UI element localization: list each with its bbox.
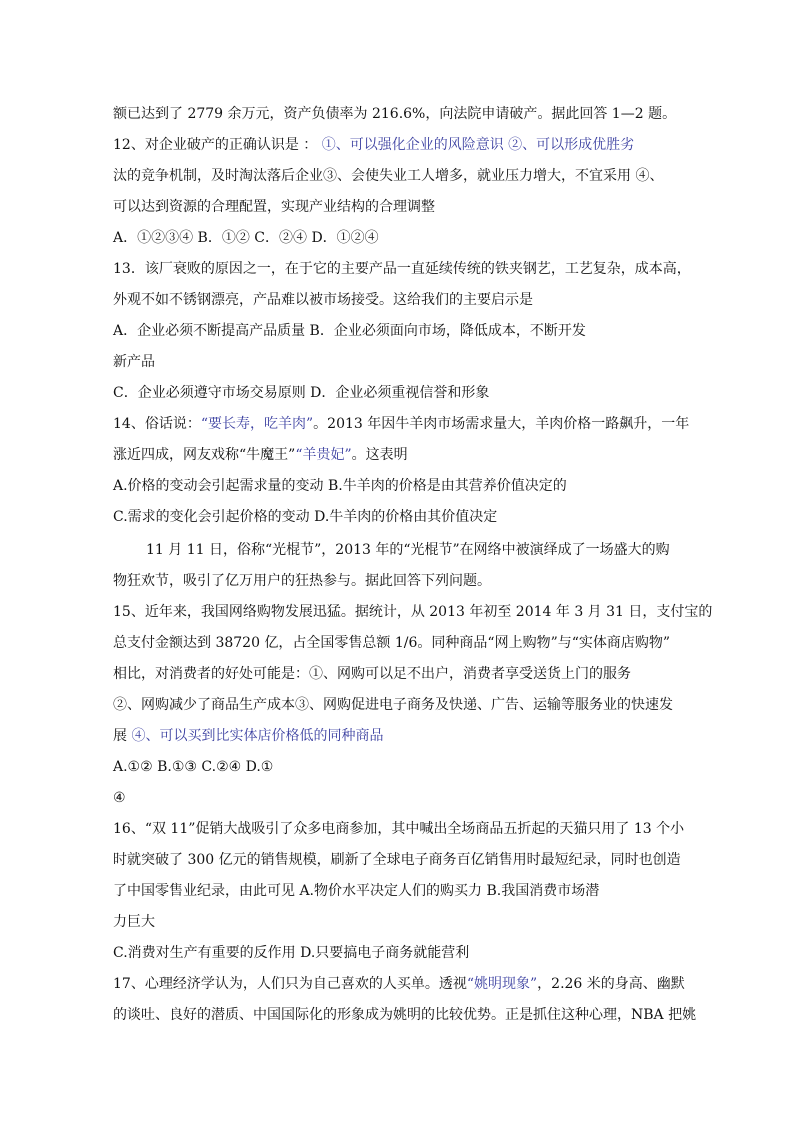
question-13-option-b-cont: 新产品 <box>113 354 155 370</box>
question-17-line-2: 的谈吐、良好的潜质、中国国际化的形象成为姚明的比较优势。正是抓住这种心理，NBA 把姚 <box>113 1007 697 1023</box>
question-16-line-3: 了中国零售业纪录，由此可见 A.物价水平决定人们的购买力 B.我国消费市场潜 <box>113 883 600 899</box>
question-14-options-ab: A.价格的变动会引起需求量的变动 B.牛羊肉的价格是由其营养价值决定的 <box>113 478 567 494</box>
question-16: 16、“双 11”促销大战吸引了众多电商参加，其中喊出全场商品五折起的天猫只用了 13 个小 <box>113 821 685 837</box>
question-13-line-2: 外观不如不锈钢漂亮，产品难以被市场接受。这给我们的主要启示是 <box>113 292 533 308</box>
question-16-line-2: 时就突破了 300 亿元的销售规模，刷新了全球电子商务百亿销售用时最短纪录，同时也创造 <box>113 852 681 868</box>
question-15-line-2: 总支付金额达到 38720 亿，占全国零售总额 1/6。同种商品“网上购物”与“实体商店购物” <box>113 635 671 651</box>
question-15-options: A.①② B.①③ C.②④ D.① <box>113 759 274 775</box>
question-14-line-2: 涨近四成，网友戏称“牛魔王”“羊贵妃”。这表明 <box>113 447 408 463</box>
question-16-option-b-cont: 力巨大 <box>113 914 155 930</box>
intro-paragraph: 11 月 11 日，俗称“光棍节”，2013 年的“光棍节”在网络中被演绎成了一场盛大的购 <box>146 542 670 558</box>
question-12: 12、对企业破产的正确认识是 ： ①、可以强化企业的风险意识 ②、可以形成优胜劣 <box>113 137 635 153</box>
question-16-options-cd: C.消费对生产有重要的反作用 D.只要搞电子商务就能营利 <box>113 945 470 961</box>
question-12-line-2: 汰的竞争机制，及时淘汰落后企业③、会使失业工人增多，就业压力增大，不宜采用 ④、 <box>113 168 664 184</box>
intro-paragraph-line-2: 物狂欢节，吸引了亿万用户的狂热参与。据此回答下列问题。 <box>113 573 491 589</box>
question-15-line-5: 展 ④、可以买到比实体店价格低的同种商品 <box>113 728 384 744</box>
question-15: 15、近年来，我国网络购物发展迅猛。据统计，从 2013 年初至 2014 年 3 月 31 日，支付宝的 <box>113 604 713 620</box>
question-13-options-cd: C．企业必须遵守市场交易原则 D．企业必须重视信誉和形象 <box>113 385 490 401</box>
question-17: 17、心理经济学认为，人们只为自己喜欢的人买单。透视“姚明现象”，2.26 米的身高、幽默 <box>113 976 685 992</box>
text-line-1: 额已达到了 2779 余万元，资产负债率为 216.6%，向法院申请破产。据此回答 1—2 题。 <box>113 106 677 122</box>
question-14-options-cd: C.需求的变化会引起价格的变动 D.牛羊肉的价格由其价值决定 <box>113 509 498 525</box>
question-15-option-d-cont: ④ <box>113 790 126 806</box>
question-15-line-4: ②、网购减少了商品生产成本③、网购促进电子商务及快递、广告、运输等服务业的快速发 <box>113 697 673 713</box>
question-15-line-3: 相比，对消费者的好处可能是：①、网购可以足不出户，消费者享受送货上门的服务 <box>113 666 631 682</box>
question-13-options-ab: A．企业必须不断提高产品质量 B．企业必须面向市场，降低成本，不断开发 <box>113 323 586 339</box>
question-12-options: A．①②③④ B．①② C．②④ D．①②④ <box>113 230 379 246</box>
question-12-line-3: 可以达到资源的合理配置，实现产业结构的合理调整 <box>113 199 435 215</box>
question-13: 13．该厂衰败的原因之一，在于它的主要产品一直延续传统的铁夹钢艺，工艺复杂，成本高， <box>113 261 691 277</box>
question-14: 14、俗话说：“要长寿，吃羊肉”。2013 年因牛羊肉市场需求量大，羊肉价格一路飙升，一年 <box>113 416 690 432</box>
